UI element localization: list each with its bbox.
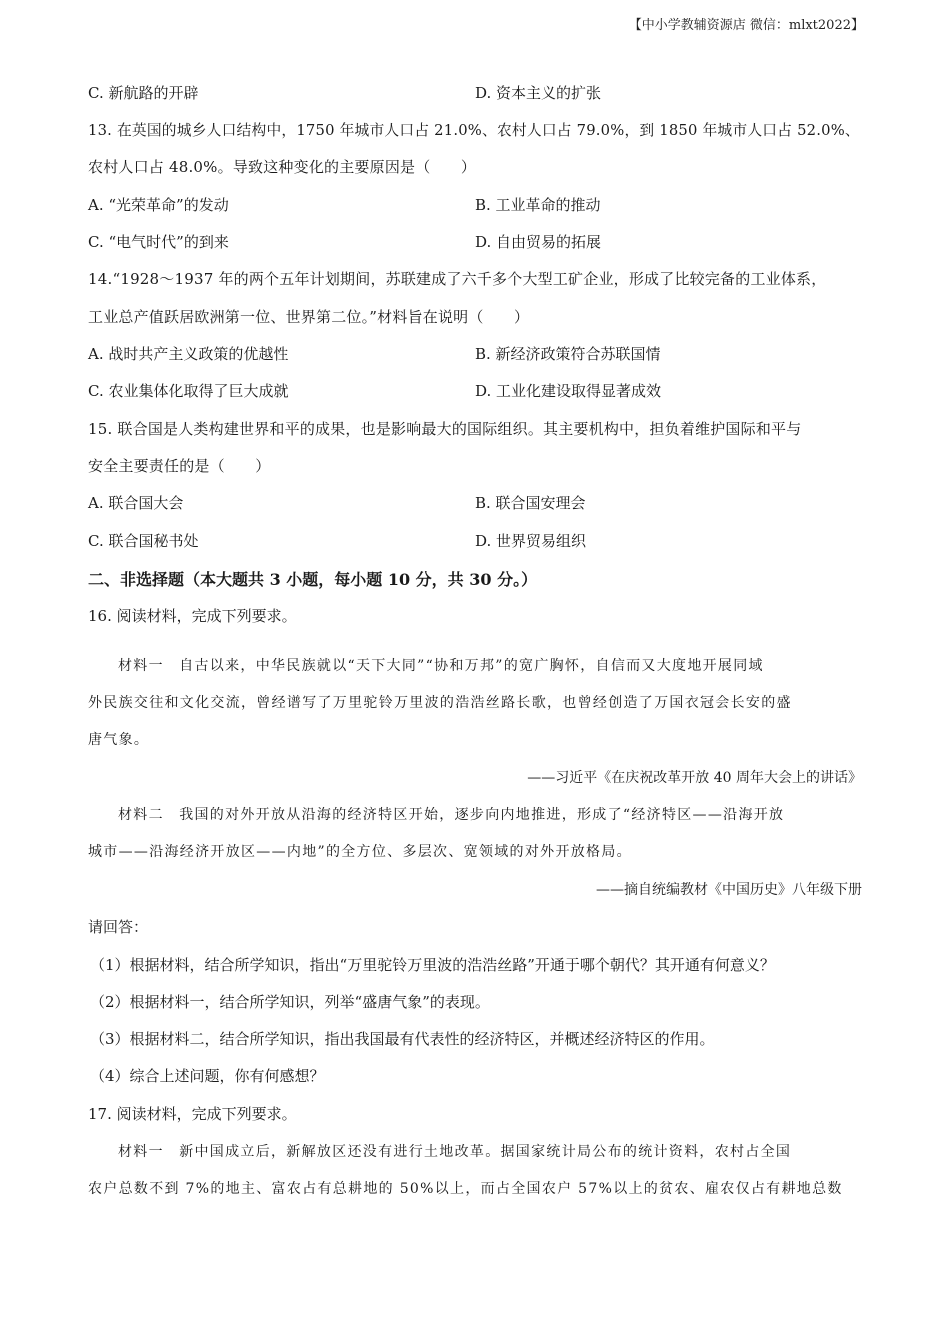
q16-material1-line1: 材料一 自古以来，中华民族就以“天下大同”“协和万邦”的宽广胸怀，自信而又大度地开展同域 [118, 658, 764, 674]
q16-sub3: （3）根据材料二，结合所学知识，指出我国最有代表性的经济特区，并概述经济特区的作用。 [90, 1030, 715, 1048]
q16-material2-line2: 城市——沿海经济开放区——内地”的全方位、多层次、宽领域的对外开放格局。 [88, 844, 632, 860]
q14-option-a: A. 战时共产主义政策的优越性 [88, 345, 289, 363]
q13-stem-line1: 13. 在英国的城乡人口结构中，1750 年城市人口占 21.0%、农村人口占 79.0%，到 1850 年城市人口占 52.0%、 [88, 122, 860, 139]
q16-prompt: 请回答： [88, 918, 149, 936]
q16-material1-source: ——习近平《在庆祝改革开放 40 周年大会上的讲话》 [527, 770, 862, 786]
q16-material1-line2: 外民族交往和文化交流，曾经谱写了万里驼铃万里波的浩浩丝路长歌，也曾经创造了万国衣冠会长安的盛 [88, 695, 792, 711]
q15-option-a: A. 联合国大会 [88, 494, 184, 512]
q16-sub1: （1）根据材料，结合所学知识，指出“万里驼铃万里波的浩浩丝路”开通于哪个朝代？其开通有何意义？ [90, 956, 775, 974]
section2-title: 二、非选择题（本大题共 3 小题，每小题 10 分，共 30 分。） [88, 570, 538, 589]
q16-sub2: （2）根据材料一，结合所学知识，列举“盛唐气象”的表现。 [90, 993, 490, 1011]
q13-stem-line2: 农村人口占 48.0%。导致这种变化的主要原因是（ ） [88, 158, 477, 176]
q14-option-b: B. 新经济政策符合苏联国情 [475, 345, 661, 363]
page-header: 【中小学教辅资源店 微信：mlxt2022】 [628, 18, 864, 33]
q16-material2-source: ——摘自统编教材《中国历史》八年级下册 [596, 882, 862, 898]
q15-stem-line1: 15. 联合国是人类构建世界和平的成果，也是影响最大的国际组织。其主要机构中，担负着维护国际和平与 [88, 420, 802, 438]
q13-option-d: D. 自由贸易的拓展 [475, 233, 602, 251]
q12-option-c: C. 新航路的开辟 [88, 84, 199, 102]
q15-option-b: B. 联合国安理会 [475, 494, 586, 512]
q12-option-d: D. 资本主义的扩张 [475, 84, 602, 102]
q16-material2-line1: 材料二 我国的对外开放从沿海的经济特区开始，逐步向内地推进，形成了“经济特区——沿海开放 [118, 807, 785, 823]
q16-sub4: （4）综合上述问题，你有何感想？ [90, 1067, 325, 1085]
q16-material1-line3: 唐气象。 [88, 732, 150, 748]
q13-option-c: C. “电气时代”的到来 [88, 233, 229, 251]
q17-stem: 17. 阅读材料，完成下列要求。 [88, 1105, 297, 1123]
q14-option-c: C. 农业集体化取得了巨大成就 [88, 382, 289, 400]
q17-material1-line1: 材料一 新中国成立后，新解放区还没有进行土地改革。据国家统计局公布的统计资料，农村占全国 [118, 1144, 792, 1160]
q16-stem: 16. 阅读材料，完成下列要求。 [88, 607, 297, 625]
q13-option-a: A. “光荣革命”的发动 [88, 196, 229, 214]
q14-option-d: D. 工业化建设取得显著成效 [475, 382, 662, 400]
q15-stem-line2: 安全主要责任的是（ ） [88, 457, 271, 475]
q17-material1-line2: 农户总数不到 7%的地主、富农占有总耕地的 50%以上，而占全国农户 57%以上的贫农、雇农仅占有耕地总数 [88, 1181, 843, 1197]
q14-stem-line2: 工业总产值跃居欧洲第一位、世界第二位。”材料旨在说明（ ） [88, 308, 530, 326]
q15-option-c: C. 联合国秘书处 [88, 532, 199, 550]
q13-option-b: B. 工业革命的推动 [475, 196, 601, 214]
q15-option-d: D. 世界贸易组织 [475, 532, 587, 550]
q14-stem-line1: 14.“1928～1937 年的两个五年计划期间，苏联建成了六千多个大型工矿企业，形成了比较完备的工业体系， [88, 270, 827, 288]
